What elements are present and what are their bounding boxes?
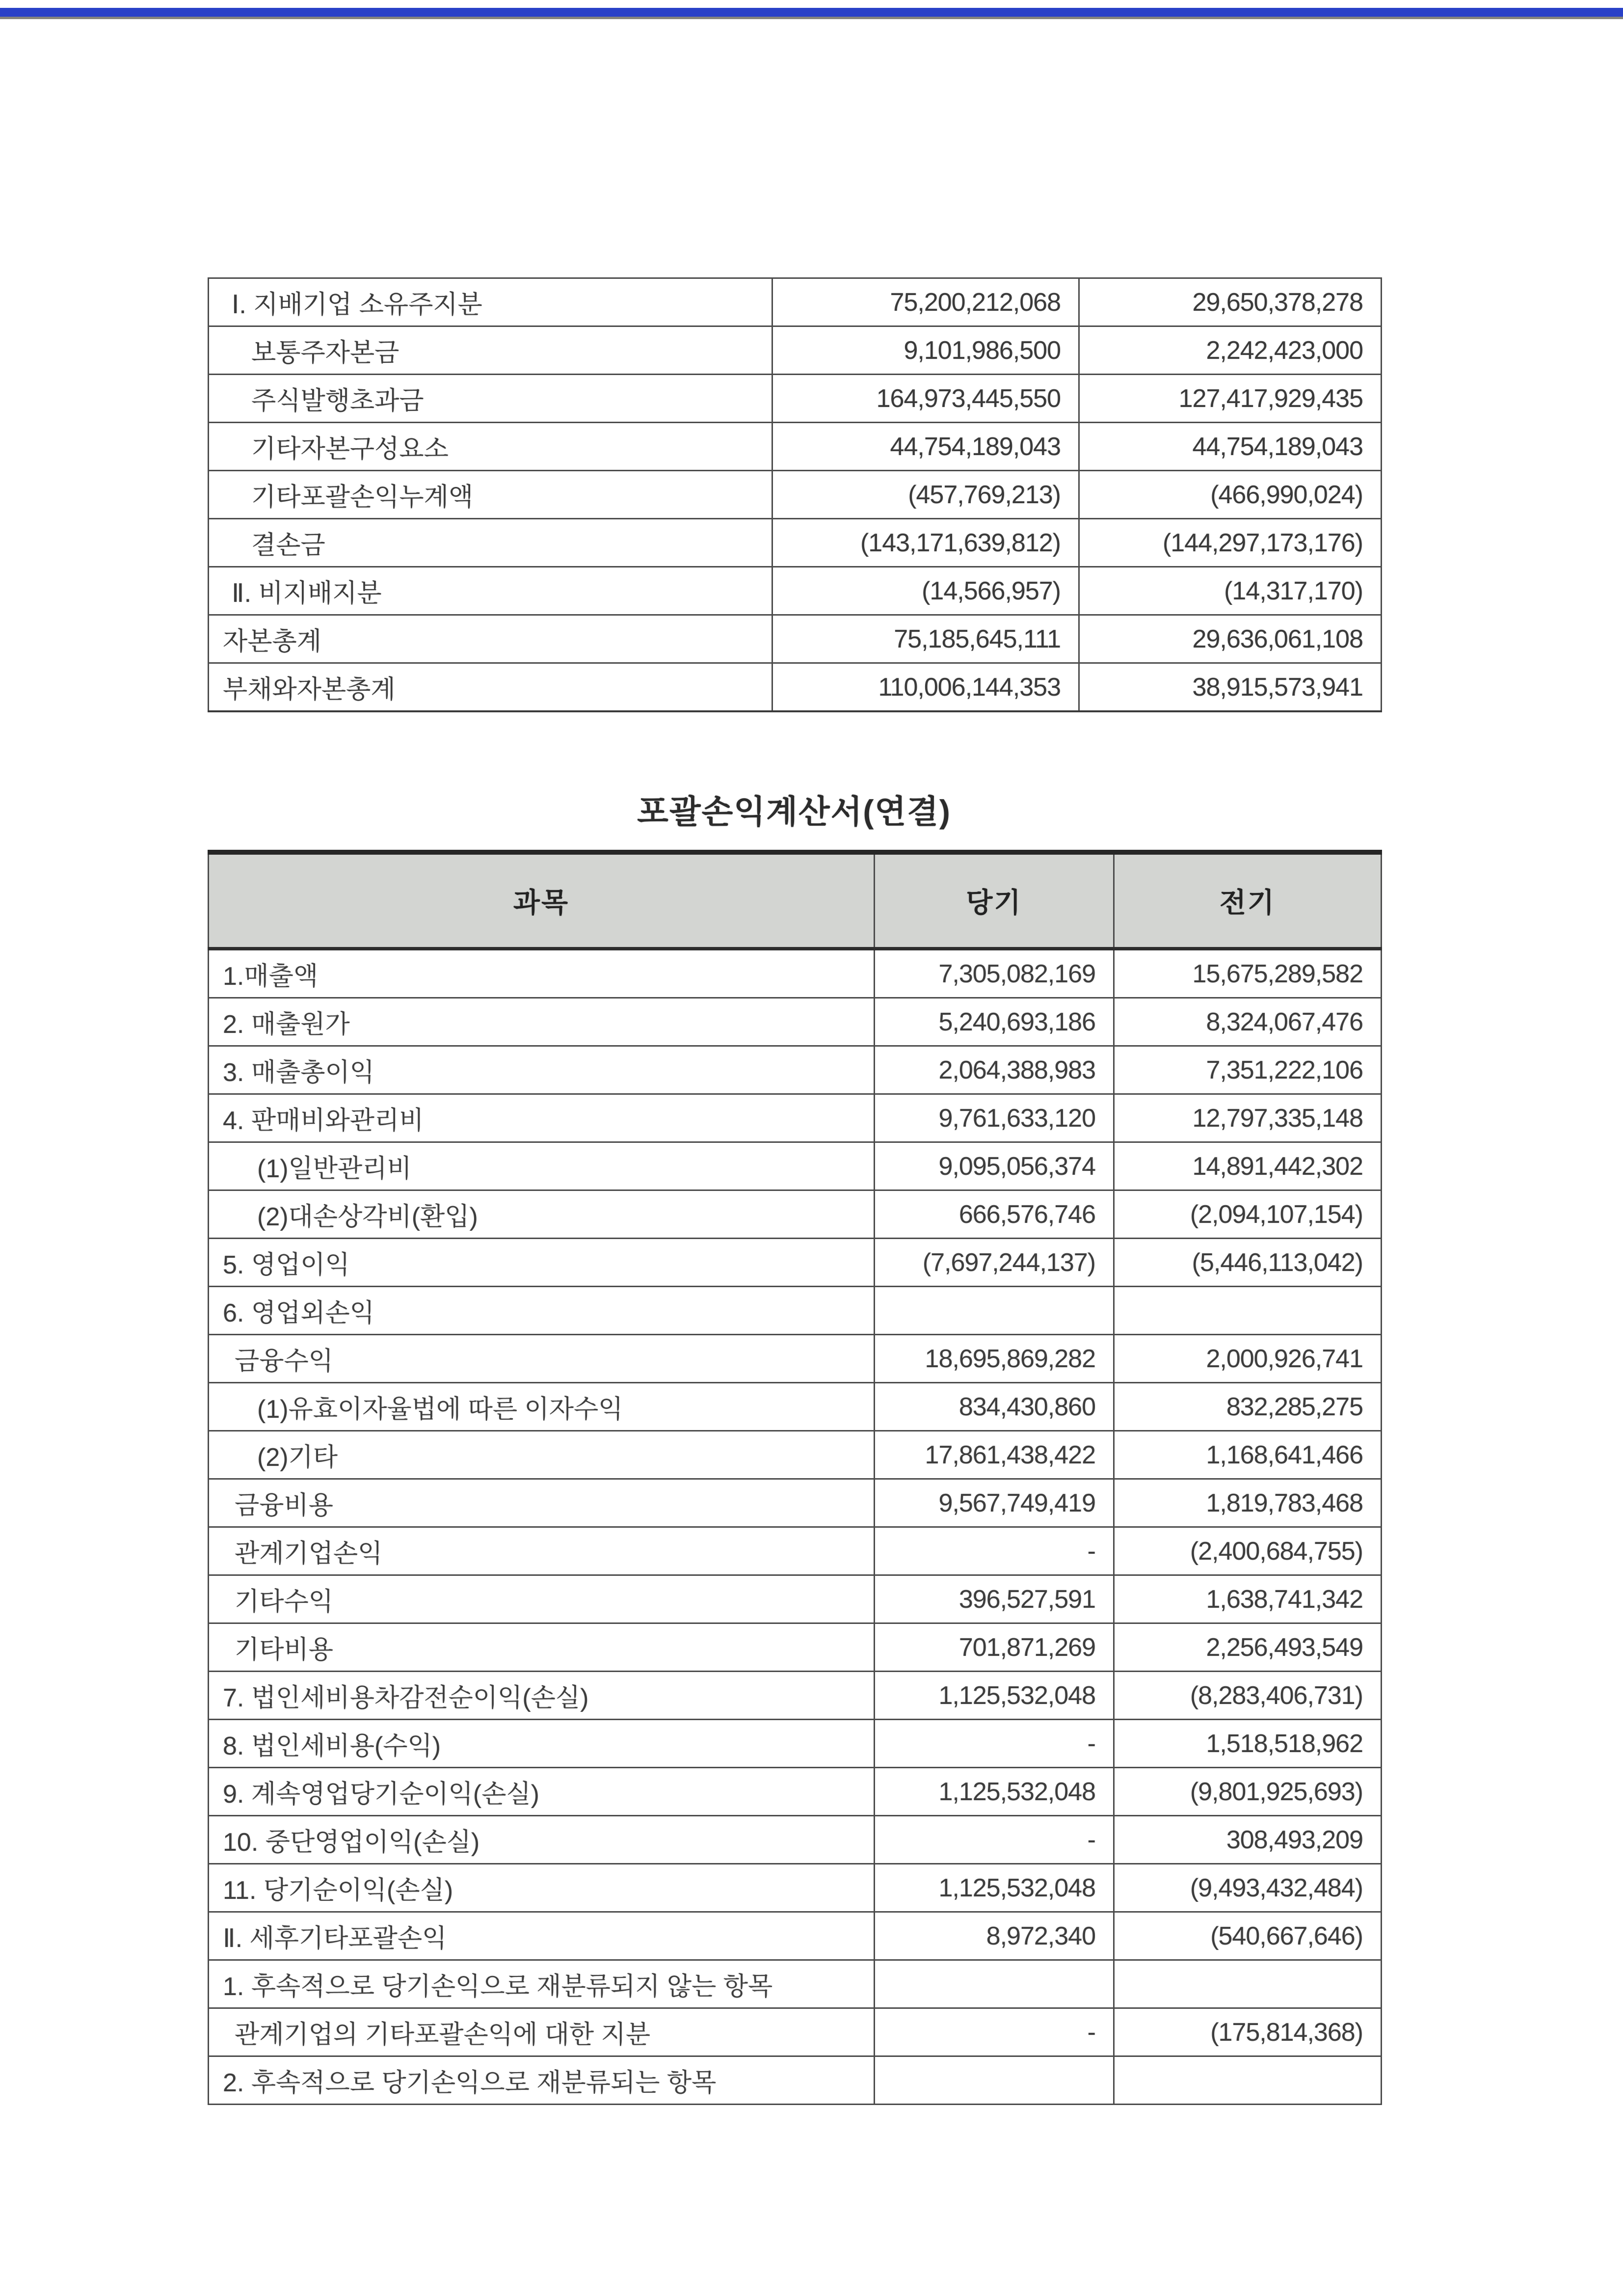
row-current-value: 164,973,445,550 (772, 375, 1079, 423)
row-current-value: 9,567,749,419 (875, 1479, 1114, 1527)
table-row (209, 471, 1382, 519)
row-label: 5. 영업이익 (209, 1239, 875, 1287)
row-current-value: 110,006,144,353 (772, 663, 1079, 712)
table-row (209, 998, 1382, 1046)
row-current-value: 2,064,388,983 (875, 1046, 1114, 1094)
row-current-value: 1,125,532,048 (875, 1864, 1114, 1912)
table-row (209, 519, 1382, 567)
table-row (209, 1094, 1382, 1142)
table-row (209, 615, 1382, 663)
row-current-value: (143,171,639,812) (772, 519, 1079, 567)
row-prior-value: 2,256,493,549 (1114, 1623, 1382, 1672)
row-label: 3. 매출총이익 (209, 1046, 875, 1094)
row-label: 주식발행초과금 (209, 375, 772, 423)
row-prior-value: 832,285,275 (1114, 1383, 1382, 1431)
table-row (209, 1335, 1382, 1383)
table-row (209, 1960, 1382, 2008)
row-current-value: (14,566,957) (772, 567, 1079, 615)
row-prior-value: 2,242,423,000 (1079, 326, 1382, 375)
row-current-value: 8,972,340 (875, 1912, 1114, 1960)
row-current-value: 18,695,869,282 (875, 1335, 1114, 1383)
scan-top-bar (0, 8, 1623, 17)
table-row (209, 949, 1382, 998)
table-row (209, 1190, 1382, 1239)
row-label: 보통주자본금 (209, 326, 772, 375)
row-prior-value: 8,324,067,476 (1114, 998, 1382, 1046)
row-label: 6. 영업외손익 (209, 1287, 875, 1335)
row-current-value: 9,761,633,120 (875, 1094, 1114, 1142)
row-prior-value (1114, 1960, 1382, 2008)
table-row (209, 1864, 1382, 1912)
row-current-value: - (875, 1720, 1114, 1768)
row-current-value: 9,095,056,374 (875, 1142, 1114, 1190)
row-label: 11. 당기순이익(손실) (209, 1864, 875, 1912)
income-statement-table (208, 850, 1382, 2105)
row-prior-value: 12,797,335,148 (1114, 1094, 1382, 1142)
row-label: 4. 판매비와관리비 (209, 1094, 875, 1142)
row-prior-value: (466,990,024) (1079, 471, 1382, 519)
row-current-value: (7,697,244,137) (875, 1239, 1114, 1287)
row-current-value: 666,576,746 (875, 1190, 1114, 1239)
row-label: Ⅱ. 세후기타포괄손익 (209, 1912, 875, 1960)
row-label: Ⅱ. 비지배지분 (209, 567, 772, 615)
table-row (209, 663, 1382, 712)
row-label: 부채와자본총계 (209, 663, 772, 712)
row-current-value: 7,305,082,169 (875, 949, 1114, 998)
table-row (209, 1768, 1382, 1816)
row-label: 기타수익 (209, 1575, 875, 1623)
row-current-value: 9,101,986,500 (772, 326, 1079, 375)
row-prior-value: (175,814,368) (1114, 2008, 1382, 2056)
row-label: (1)유효이자율법에 따른 이자수익 (209, 1383, 875, 1431)
row-current-value: 396,527,591 (875, 1575, 1114, 1623)
row-prior-value: 308,493,209 (1114, 1816, 1382, 1864)
row-prior-value: 2,000,926,741 (1114, 1335, 1382, 1383)
row-label: 10. 중단영업이익(손실) (209, 1816, 875, 1864)
row-prior-value: (9,493,432,484) (1114, 1864, 1382, 1912)
table-row (209, 2008, 1382, 2056)
table-row (209, 1383, 1382, 1431)
row-prior-value: 15,675,289,582 (1114, 949, 1382, 998)
row-prior-value (1114, 1287, 1382, 1335)
table-row (209, 567, 1382, 615)
row-prior-value: 1,819,783,468 (1114, 1479, 1382, 1527)
row-current-value (875, 2056, 1114, 2105)
row-label: 2. 후속적으로 당기손익으로 재분류되는 항목 (209, 2056, 875, 2105)
table-row (209, 423, 1382, 471)
row-prior-value: (540,667,646) (1114, 1912, 1382, 1960)
table-row (209, 1672, 1382, 1720)
row-label: 2. 매출원가 (209, 998, 875, 1046)
row-label: 9. 계속영업당기순이익(손실) (209, 1768, 875, 1816)
table-row (209, 1142, 1382, 1190)
row-prior-value: 1,518,518,962 (1114, 1720, 1382, 1768)
row-label: (2)대손상각비(환입) (209, 1190, 875, 1239)
table-row (209, 1239, 1382, 1287)
column-header-current: 당기 (875, 852, 1114, 949)
table-row (209, 2056, 1382, 2105)
row-prior-value: (8,283,406,731) (1114, 1672, 1382, 1720)
row-current-value: 1,125,532,048 (875, 1672, 1114, 1720)
column-header-item: 과목 (209, 852, 875, 949)
row-prior-value: 29,650,378,278 (1079, 278, 1382, 326)
table-row (209, 1046, 1382, 1094)
row-label: 1.매출액 (209, 949, 875, 998)
row-current-value: 75,185,645,111 (772, 615, 1079, 663)
table-row (209, 1479, 1382, 1527)
table-row (209, 326, 1382, 375)
row-label: 금융수익 (209, 1335, 875, 1383)
row-current-value: 44,754,189,043 (772, 423, 1079, 471)
column-header-prior: 전기 (1114, 852, 1382, 949)
row-prior-value: 29,636,061,108 (1079, 615, 1382, 663)
row-prior-value: (2,094,107,154) (1114, 1190, 1382, 1239)
row-current-value: - (875, 1816, 1114, 1864)
row-current-value (875, 1287, 1114, 1335)
row-label: (1)일반관리비 (209, 1142, 875, 1190)
table-row (209, 1287, 1382, 1335)
row-prior-value: 44,754,189,043 (1079, 423, 1382, 471)
row-label: 기타자본구성요소 (209, 423, 772, 471)
table-row (209, 1720, 1382, 1768)
row-label: (2)기타 (209, 1431, 875, 1479)
row-label: 8. 법인세비용(수익) (209, 1720, 875, 1768)
row-prior-value: 38,915,573,941 (1079, 663, 1382, 712)
row-current-value: 1,125,532,048 (875, 1768, 1114, 1816)
row-label: 결손금 (209, 519, 772, 567)
table-row (209, 1816, 1382, 1864)
row-prior-value: 1,168,641,466 (1114, 1431, 1382, 1479)
row-current-value (875, 1960, 1114, 2008)
row-current-value: 5,240,693,186 (875, 998, 1114, 1046)
row-label: 금융비용 (209, 1479, 875, 1527)
row-current-value: - (875, 1527, 1114, 1575)
row-prior-value: (2,400,684,755) (1114, 1527, 1382, 1575)
equity-table (208, 277, 1382, 712)
row-label: 기타비용 (209, 1623, 875, 1672)
table-header-row (209, 852, 1382, 949)
row-prior-value: 1,638,741,342 (1114, 1575, 1382, 1623)
row-prior-value (1114, 2056, 1382, 2105)
row-label: 기타포괄손익누계액 (209, 471, 772, 519)
row-current-value: (457,769,213) (772, 471, 1079, 519)
row-prior-value: (14,317,170) (1079, 567, 1382, 615)
row-prior-value: (9,801,925,693) (1114, 1768, 1382, 1816)
row-current-value: 834,430,860 (875, 1383, 1114, 1431)
row-current-value: 17,861,438,422 (875, 1431, 1114, 1479)
statement-title: 포괄손익계산서(연결) (637, 793, 951, 830)
row-prior-value: (144,297,173,176) (1079, 519, 1382, 567)
row-label: 7. 법인세비용차감전순이익(손실) (209, 1672, 875, 1720)
row-label: 1. 후속적으로 당기손익으로 재분류되지 않는 항목 (209, 1960, 875, 2008)
row-current-value: 701,871,269 (875, 1623, 1114, 1672)
table-row (209, 1527, 1382, 1575)
row-prior-value: 14,891,442,302 (1114, 1142, 1382, 1190)
row-current-value: - (875, 2008, 1114, 2056)
row-prior-value: (5,446,113,042) (1114, 1239, 1382, 1287)
table-row (209, 1912, 1382, 1960)
table-row (209, 375, 1382, 423)
table-row (209, 1431, 1382, 1479)
table-row (209, 1575, 1382, 1623)
row-label: 관계기업손익 (209, 1527, 875, 1575)
table-row (209, 278, 1382, 326)
row-label: 자본총계 (209, 615, 772, 663)
row-prior-value: 127,417,929,435 (1079, 375, 1382, 423)
row-label: 관계기업의 기타포괄손익에 대한 지분 (209, 2008, 875, 2056)
table-row (209, 1623, 1382, 1672)
row-label: Ⅰ. 지배기업 소유주지분 (209, 278, 772, 326)
scan-top-bar-shadow (0, 17, 1623, 19)
row-prior-value: 7,351,222,106 (1114, 1046, 1382, 1094)
row-current-value: 75,200,212,068 (772, 278, 1079, 326)
